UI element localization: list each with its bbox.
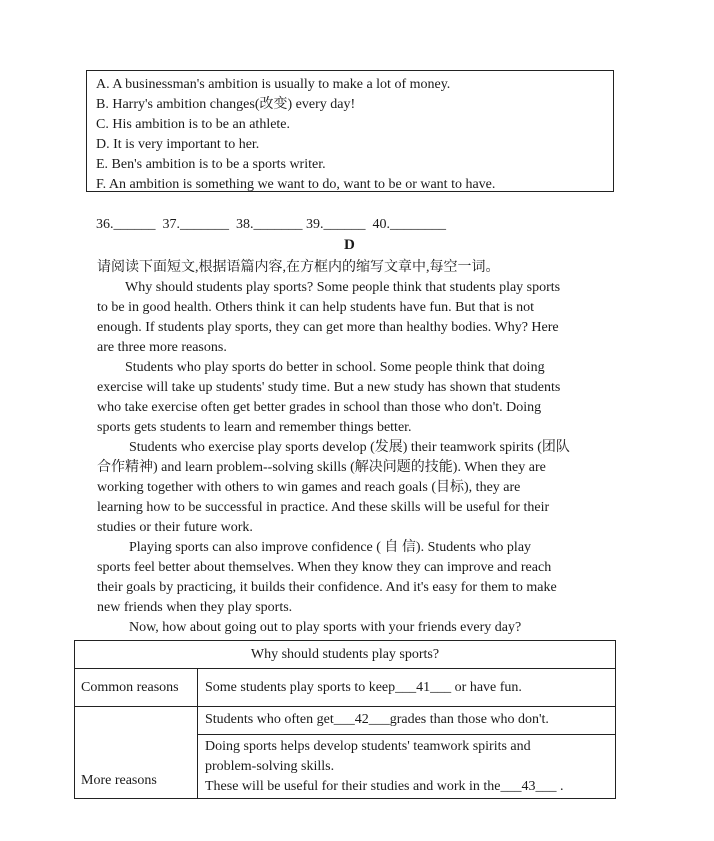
passage-line: are three more reasons.	[97, 340, 227, 355]
instruction: 请阅读下面短文,根据语篇内容,在方框内的缩写文章中,每空一词。	[97, 260, 500, 275]
common-text-before: Some students play sports to keep	[205, 680, 396, 695]
passage-line: Now, how about going out to play sports with your friends every day?	[129, 620, 522, 635]
row3-line2: problem-solving skills.	[205, 759, 335, 774]
common-reasons-label: Common reasons	[81, 680, 179, 695]
passage-line: their goals by practicing, it builds their confidence. And it's easy for them to make	[97, 580, 557, 595]
section-letter: D	[344, 237, 355, 253]
passage-line: Why should students play sports? Some people think that students play sports	[125, 280, 561, 295]
passage-line: Students who exercise play sports develop (发展) their teamwork spirits (团队	[129, 440, 570, 455]
option-e: E. Ben's ambition is to be a sports writer.	[96, 157, 326, 172]
common-text-after: or have fun.	[451, 680, 522, 695]
options-box	[86, 70, 614, 192]
common-reasons-text	[205, 678, 522, 698]
passage-line: Students who play sports do better in school. Some people think that doing	[125, 360, 545, 375]
passage-line: 合作精神) and learn problem--solving skills (解决问题的技能). When they are	[97, 460, 546, 475]
blank-41: ___41___	[395, 680, 452, 695]
row2-text-before: Students who often get	[205, 712, 334, 727]
row3-line3	[205, 777, 563, 797]
table-title-row	[75, 641, 615, 669]
passage-line: sports feel better about themselves. When they know they can improve and reach	[97, 560, 552, 575]
passage-line: new friends when they play sports.	[97, 600, 293, 615]
row3-text-before: These will be useful for their studies and work in the	[205, 779, 501, 794]
row3-line1: Doing sports helps develop students' teamwork spirits and	[205, 739, 531, 754]
passage-line: Playing sports can also improve confidence ( 自 信). Students who play	[129, 540, 532, 555]
table-title: Why should students play sports?	[250, 647, 440, 662]
answer-blanks: 36.______ 37._______ 38._______ 39.______ 40.________	[96, 217, 446, 232]
blank-42: ___42___	[333, 712, 390, 727]
option-f: F. An ambition is something we want to do, want to be or want to have.	[96, 177, 496, 192]
option-d: D. It is very important to her.	[96, 137, 260, 152]
passage-line: who take exercise often get better grades in school than those who don't. Doing	[97, 400, 542, 415]
passage-line: exercise will take up students' study time. But a new study has shown that students	[97, 380, 561, 395]
passage-line: enough. If students play sports, they can get more than healthy bodies. Why? Here	[97, 320, 559, 335]
table-row-42	[197, 707, 615, 735]
row2-text-after: grades than those who don't.	[389, 712, 549, 727]
passage-line: sports gets students to learn and remember things better.	[97, 420, 412, 435]
option-c: C. His ambition is to be an athlete.	[96, 117, 291, 132]
blank-43: ___43___	[500, 779, 557, 794]
table-divider	[197, 669, 198, 798]
table-row-common	[75, 669, 615, 707]
more-reasons-label: More reasons	[81, 773, 157, 788]
passage-line: to be in good health. Others think it can help students have fun. But that is not	[97, 300, 535, 315]
passage-line: learning how to be successful in practice. And these skills will be useful for their	[97, 500, 550, 515]
summary-table	[74, 640, 616, 799]
passage-line: working together with others to win games and reach goals (目标), they are	[97, 480, 521, 495]
row3-text-after: .	[556, 779, 564, 794]
option-b: B. Harry's ambition changes(改变) every day!	[96, 97, 356, 112]
passage-line: studies or their future work.	[97, 520, 253, 535]
passage	[97, 258, 605, 638]
row-42-text	[205, 710, 549, 730]
option-a: A. A businessman's ambition is usually to make a lot of money.	[96, 77, 451, 92]
